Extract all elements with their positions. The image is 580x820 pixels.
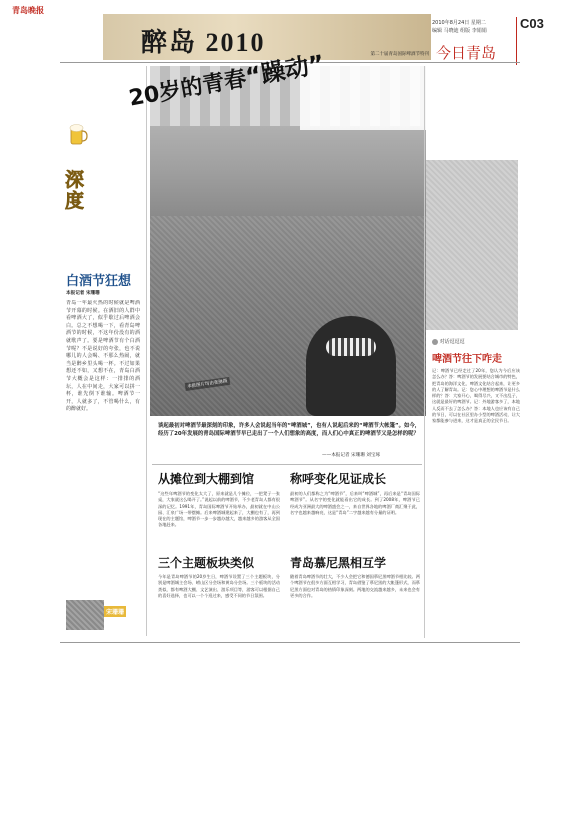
party-mask (326, 338, 376, 356)
header-divider (516, 17, 517, 65)
page-bottom-rule (60, 642, 520, 643)
lede-text: 谈起最初对啤酒节最深刻的印象，许多人会说起当年的“啤酒城”，也有人说起后来的“啤酒节大帐篷”。如今，经历了20年发展的青岛国际啤酒节早已走出了一个人们想象的高度，而人们心中真正的啤酒节又是怎样的呢？ (158, 423, 421, 437)
sidebar-divider (146, 66, 147, 636)
photo-caption: 本报图片均由张驰摄 (185, 377, 230, 391)
masked-woman (306, 316, 396, 416)
qa-title: 啤酒节往下咋走 (432, 354, 502, 365)
qa-tag-icon (432, 339, 438, 345)
headline: 20岁的青春“躁动” (127, 49, 327, 112)
reporter-photo (66, 600, 104, 630)
qa-tag: 对话逗逗逗 (432, 338, 465, 345)
sidebar-label: 深度 (65, 169, 85, 212)
banner-title: 醉岛 2010 (141, 28, 266, 57)
reporter-tag: 宋珊珊 (104, 606, 126, 617)
section-4-body: 随着青岛啤酒节的壮大，不少人会把它和德国慕尼黑啤酒节相比较。两个啤酒节在很多方面互相学习，青岛借鉴了慕尼黑的大帐篷形式，而慕尼黑方面也对青岛的热情印象深刻。两地的交流越来越多，未来也会有更多的合作。 (290, 574, 420, 598)
lede-byline: ——本报记者 宋珊珊 刘宝琢 (322, 453, 381, 458)
banner-subtitle: 第二十届青岛国际啤酒节特刊 (370, 52, 429, 57)
date-line: 2010年8月24日 星期二 (432, 20, 486, 26)
qa-body: 记：啤酒节已经走过了20年，您认为今后应该怎么办？答：啤酒节的发展要结合城市的特色，把青岛的海洋文化、啤酒文化结合起来，让更多的人了解青岛。记：您心中理想的啤酒节是什么样的？答：大家开心，喝得尽兴，又不出乱子，这就是最好的啤酒节。记：外地游客多了，本地人反而不去了怎么办？答：本地人也应该有自己的节日，可以在社区里办小型的啤酒活动，让大家都能参与进来，这才是真正的全民节日。 (432, 368, 520, 424)
sidebar-beer-mug-icon (68, 122, 88, 146)
qa-photo (426, 160, 518, 330)
section-1-body: “这些年啤酒节的变化太大了，原来就是几个摊位，一把凳子一张桌，大家就这么喝开了。”说起以前的啤酒节，不少老青岛人都有很深的记忆。1991年，青岛国际啤酒节开始举办，最初就在中山公园、汇泉广场一带摆摊。后来啤酒城建起来了，大棚也有了，再到现在的主题馆，啤酒节一步一步越办越大，越来越多的游客从全国各地赶来。 (158, 491, 280, 528)
section-3-body: 今年是青岛啤酒节的20岁生日，啤酒节设置了三个主题板块，分别是啤酒城主会场、崂山区分会场和黄岛分会场。三个板块的活动类似，都有啤酒大棚、文艺演出、游乐项目等，游客可以根据自己的喜好选择，也可以一个个逛过来，感受不同的节日氛围。 (158, 574, 280, 598)
column-divider (424, 66, 425, 638)
paper-logo: 青岛晚报 (12, 6, 44, 15)
section-4-title: 青岛慕尼黑相互学 (290, 556, 387, 570)
lede-rule (152, 464, 422, 465)
section-3-title: 三个主题板块类似 (158, 556, 255, 570)
section-title: 今日青岛 (436, 44, 497, 62)
editor-line: 编辑 马晓迪 组版 李娟娟 (432, 28, 487, 34)
page-code: C03 (520, 16, 544, 31)
sidebar-title: 白酒节狂想 (66, 274, 132, 289)
section-1-title: 从摊位到大棚到馆 (158, 472, 255, 486)
sidebar-byline: 本报记者 宋珊珊 (66, 291, 100, 296)
section-2-body: 最初的人们都称之为“啤酒节”，后来叫“啤酒城”，再后来是“青岛国际啤酒节”。从名字的变化就能看出它的成长。到了2008年，啤酒节已经成为亚洲最大的啤酒盛会之一，来自世界各地的啤酒厂商汇聚于此，名字也越来越响亮，这是“青岛”二字越来越有分量的证明。 (290, 491, 420, 515)
section-2-title: 称呼变化见证成长 (290, 472, 387, 486)
sidebar-body: 青岛一年最火热的时候就是啤酒节开幕的时候。在洒旧的人群中看啤酒大了，似乎歇过后啤酒会白。总之不想喝一下，看青岛啤酒节的时候，不这年份没有的酒就歌声了。要是啤酒节有个白酒节呢？不是说好的夸张，也不说哪儿的人会喝、不那么热闹，就当是醉乡里头喝一杯。不过如果想还不如，又想不在，青岛白酒节大概会是这样：一排排的酒坛，人在中间走，大家可以拼一杯，谁先倒下谁输。啤酒节一开，人就多了，不管喝什么，有的醉就好。 (66, 300, 140, 413)
